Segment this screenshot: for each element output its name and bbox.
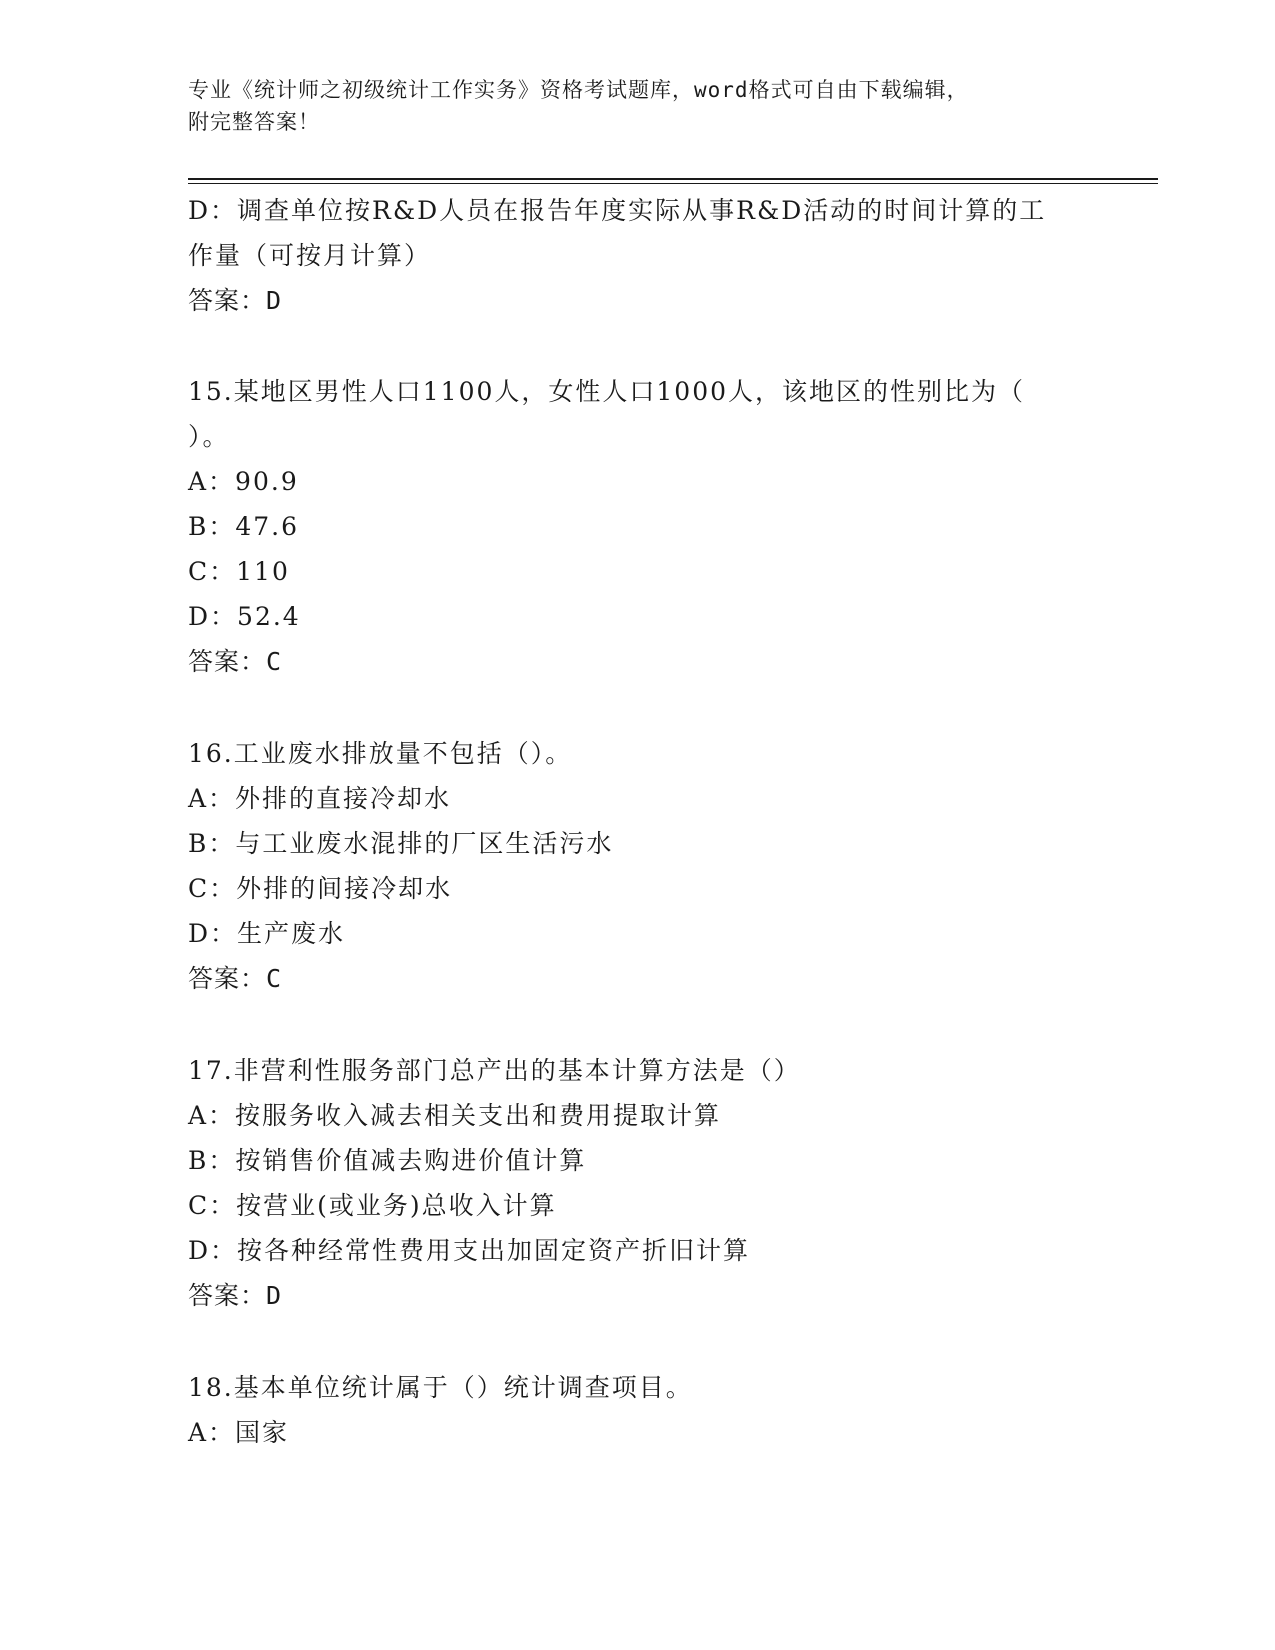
- answer-value: D: [266, 1281, 283, 1310]
- option-d-continued: 作量（可按月计算）: [188, 241, 432, 270]
- option-b: B：按销售价值减去购进价值计算: [188, 1146, 587, 1175]
- answer-line: [188, 959, 282, 995]
- answer-line: [188, 642, 282, 678]
- question-stem: 16.工业废水排放量不包括（）。: [188, 739, 573, 768]
- option-c: C：110: [188, 557, 290, 586]
- option-d: D：生产废水: [188, 919, 346, 948]
- option-d: D：按各种经常性费用支出加固定资产折旧计算: [188, 1236, 751, 1265]
- question-stem: 18.基本单位统计属于（）统计调查项目。: [188, 1373, 693, 1402]
- option-a: A：外排的直接冷却水: [188, 784, 452, 813]
- option-a: A：国家: [188, 1418, 290, 1447]
- header-divider: [188, 178, 1158, 180]
- answer-value: C: [266, 964, 283, 993]
- document-header: [188, 74, 1088, 138]
- header-divider-thin: [188, 183, 1158, 184]
- option-d: D：调查单位按R&D人员在报告年度实际从事R&D活动的时间计算的工: [188, 196, 1047, 225]
- question-stem: 15.某地区男性人口1100人，女性人口1000人，该地区的性别比为（: [188, 377, 1026, 406]
- answer-label: 答案：: [188, 964, 267, 993]
- answer-label: 答案：: [188, 647, 267, 676]
- header-line-2: 附完整答案！: [188, 110, 320, 134]
- answer-value: C: [266, 647, 283, 676]
- option-b: B：47.6: [188, 512, 300, 541]
- option-d: D：52.4: [188, 602, 301, 631]
- question-stem-continued: ）。: [188, 422, 230, 451]
- answer-label: 答案：: [188, 1281, 267, 1310]
- answer-line: [188, 1276, 282, 1312]
- answer-line: [188, 281, 282, 317]
- option-b: B：与工业废水混排的厂区生活污水: [188, 829, 614, 858]
- option-c: C：外排的间接冷却水: [188, 874, 453, 903]
- answer-label: 答案：: [188, 286, 267, 315]
- answer-value: D: [266, 286, 283, 315]
- option-a: A：按服务收入减去相关支出和费用提取计算: [188, 1101, 722, 1130]
- option-c: C：按营业(或业务)总收入计算: [188, 1191, 557, 1220]
- question-stem: 17.非营利性服务部门总产出的基本计算方法是（）: [188, 1056, 801, 1085]
- option-a: A：90.9: [188, 467, 299, 496]
- header-line-1: 专业《统计师之初级统计工作实务》资格考试题库，word格式可自由下载编辑，: [188, 78, 969, 102]
